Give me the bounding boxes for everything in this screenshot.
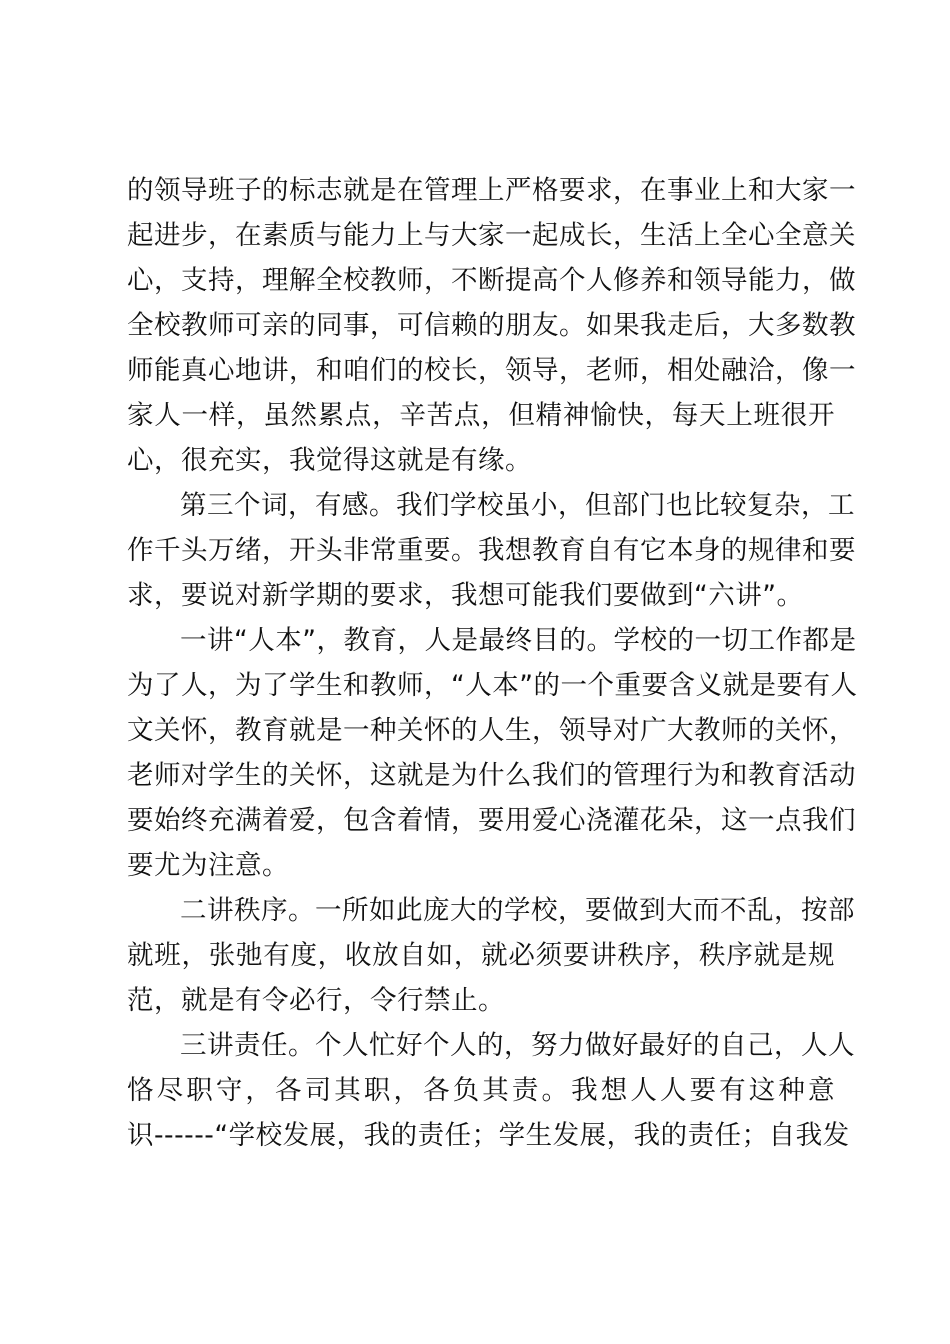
text-line: 识------“学校发展，我的责任；学生发展，我的责任；自我发 xyxy=(127,1120,850,1151)
text-line: 心，支持，理解全校教师，不断提高个人修养和领导能力，做 xyxy=(127,265,856,296)
text-line: 为了人，为了学生和教师，“人本”的一个重要含义就是要有人 xyxy=(127,670,858,701)
text-line: 老师对学生的关怀，这就是为什么我们的管理行为和教育活动 xyxy=(127,760,856,791)
text-line: 一讲“人本”，教育，人是最终目的。学校的一切工作都是 xyxy=(180,625,857,656)
text-line: 第三个词，有感。我们学校虽小，但部门也比较复杂，工 xyxy=(180,490,855,521)
paragraph-5 xyxy=(127,1023,855,1158)
text-line: 全校教师可亲的同事，可信赖的朋友。如果我走后，大多数教 xyxy=(127,310,856,341)
text-line: 求，要说对新学期的要求，我想可能我们要做到“六讲”。 xyxy=(127,580,804,611)
text-line: 家人一样，虽然累点，辛苦点，但精神愉快，每天上班很开 xyxy=(127,400,835,431)
text-line: 心，很充实，我觉得这就是有缘。 xyxy=(127,445,532,476)
paragraph-4 xyxy=(127,888,855,1023)
paragraph-1 xyxy=(127,168,856,483)
text-line: 范，就是有令必行，令行禁止。 xyxy=(127,985,505,1016)
text-line: 起进步，在素质与能力上与大家一起成长，生活上全心全意关 xyxy=(127,220,856,251)
text-line: 师能真心地讲，和咱们的校长，领导，老师，相处融洽，像一 xyxy=(127,355,856,386)
text-line: 要始终充满着爱，包含着情，要用爱心浇灌花朵，这一点我们 xyxy=(127,805,856,836)
text-line: 文关怀，教育就是一种关怀的人生，领导对广大教师的关怀， xyxy=(127,715,856,746)
text-line: 的领导班子的标志就是在管理上严格要求，在事业上和大家一 xyxy=(127,175,856,206)
text-line: 三讲责任。个人忙好个人的，努力做好最好的自己，人人 xyxy=(180,1030,855,1061)
paragraph-3 xyxy=(127,618,858,888)
text-line: 就班，张弛有度，收放自如，就必须要讲秩序，秩序就是规 xyxy=(127,940,835,971)
text-line: 恪尽职守，各司其职，各负其责。我想人人要有这种意 xyxy=(127,1075,835,1106)
paragraph-2 xyxy=(127,483,856,618)
text-line: 要尤为注意。 xyxy=(127,850,289,881)
text-line: 二讲秩序。一所如此庞大的学校，要做到大而不乱，按部 xyxy=(180,895,855,926)
document-body xyxy=(127,168,858,1158)
text-line: 作千头万绪，开头非常重要。我想教育自有它本身的规律和要 xyxy=(127,535,856,566)
